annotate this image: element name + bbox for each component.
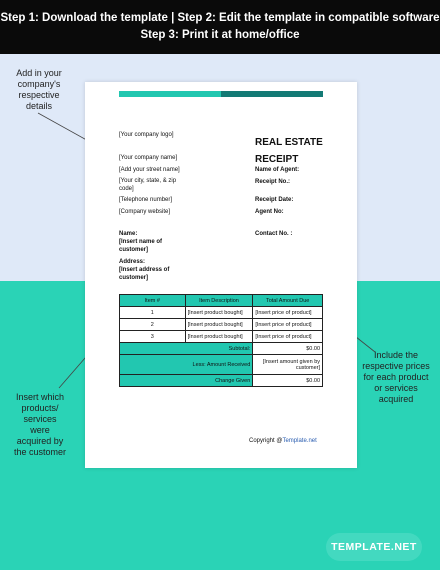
annotation-line: details	[25, 101, 52, 111]
annotation-line: respective	[18, 90, 60, 100]
table-row	[120, 307, 323, 319]
customer-address-line-1: [Insert address of	[119, 267, 170, 273]
header-item-number: Item #	[120, 295, 186, 307]
annotation-line: were	[30, 425, 50, 435]
receipt-document-preview	[85, 82, 357, 468]
annotation-line: or services	[374, 383, 418, 393]
header-total-amount: Total Amount Due	[253, 295, 323, 307]
header-stripe-dark	[221, 91, 323, 97]
template-net-logo[interactable]: TEMPLATE.NET	[326, 533, 422, 561]
receipt-date-label: Receipt Date:	[255, 197, 294, 203]
table-row	[120, 331, 323, 343]
customer-name-line-2: customer]	[119, 247, 149, 253]
title-line: RECEIPT	[255, 154, 299, 165]
item-price: [Insert price of product]	[253, 331, 323, 343]
table-row	[120, 319, 323, 331]
annotation-line: Insert which	[15, 392, 65, 402]
company-name: [Your company name]	[119, 155, 178, 161]
header-stripe-teal	[119, 91, 221, 97]
item-description: [Insert product bought]	[185, 331, 253, 343]
item-number: 1	[120, 307, 186, 319]
annotation-line: services	[23, 414, 57, 424]
header-item-description: Item Description	[185, 295, 253, 307]
annotation-prices	[354, 350, 438, 405]
item-description: [Insert product bought]	[185, 319, 253, 331]
company-city-line-1: [Your city, state, & zip	[119, 178, 177, 184]
annotation-line: company's	[17, 79, 61, 89]
received-value-line: customer]	[295, 364, 320, 371]
change-given-value: $0.00	[253, 375, 323, 387]
item-number: 2	[120, 319, 186, 331]
change-given-row	[120, 375, 323, 387]
subtotal-label: Subtotal:	[120, 343, 253, 355]
agent-number-label: Agent No:	[255, 209, 284, 215]
amount-received-label: Less: Amount Received	[120, 355, 253, 375]
banner-line-2: Step 3: Print it at home/office	[140, 29, 300, 41]
customer-address-label: Address:	[119, 259, 146, 265]
received-value-line: [Insert amount given by	[262, 358, 320, 365]
annotation-company-details	[4, 68, 74, 112]
title-line: REAL ESTATE	[255, 137, 323, 148]
customer-name-label: Name:	[119, 231, 138, 237]
item-number: 3	[120, 331, 186, 343]
company-phone: [Telephone number]	[119, 197, 173, 203]
copyright-notice	[249, 438, 317, 444]
annotation-line: acquired by	[16, 436, 64, 446]
annotation-products	[4, 392, 76, 458]
banner-line-1: Step 1: Download the template | Step 2: Edit the template in compatible software	[0, 12, 440, 24]
company-website: [Company website]	[119, 209, 171, 215]
change-given-label: Change Given	[120, 375, 253, 387]
copyright-link[interactable]: Template.net	[282, 438, 317, 444]
amount-received-value	[253, 355, 323, 375]
agent-name-label: Name of Agent:	[255, 167, 300, 173]
receipt-title	[255, 134, 323, 168]
annotation-line: Include the	[373, 350, 419, 360]
annotation-line: acquired	[378, 394, 414, 404]
customer-address-line-2: customer]	[119, 275, 149, 281]
table-header-row	[120, 295, 323, 307]
annotation-line: Add in your	[16, 68, 62, 78]
contact-number-label: Contact No. :	[255, 231, 293, 237]
item-price: [Insert price of product]	[253, 319, 323, 331]
company-logo-placeholder: [Your company logo]	[119, 132, 174, 138]
annotation-line: for each product	[363, 372, 429, 382]
subtotal-value: $0.00	[253, 343, 323, 355]
company-city-line-2: code]	[119, 186, 134, 192]
receipt-number-label: Receipt No.:	[255, 179, 291, 185]
amount-received-row	[120, 355, 323, 375]
item-price: [Insert price of product]	[253, 307, 323, 319]
subtotal-row	[120, 343, 323, 355]
customer-name-line-1: [Insert name of	[119, 239, 163, 245]
copyright-prefix: Copyright @	[249, 438, 283, 444]
company-street: [Add your street name]	[119, 167, 180, 173]
item-description: [Insert product bought]	[185, 307, 253, 319]
annotation-line: respective prices	[362, 361, 430, 371]
annotation-line: products/	[21, 403, 59, 413]
annotation-line: the customer	[13, 447, 67, 457]
items-table	[119, 294, 323, 387]
